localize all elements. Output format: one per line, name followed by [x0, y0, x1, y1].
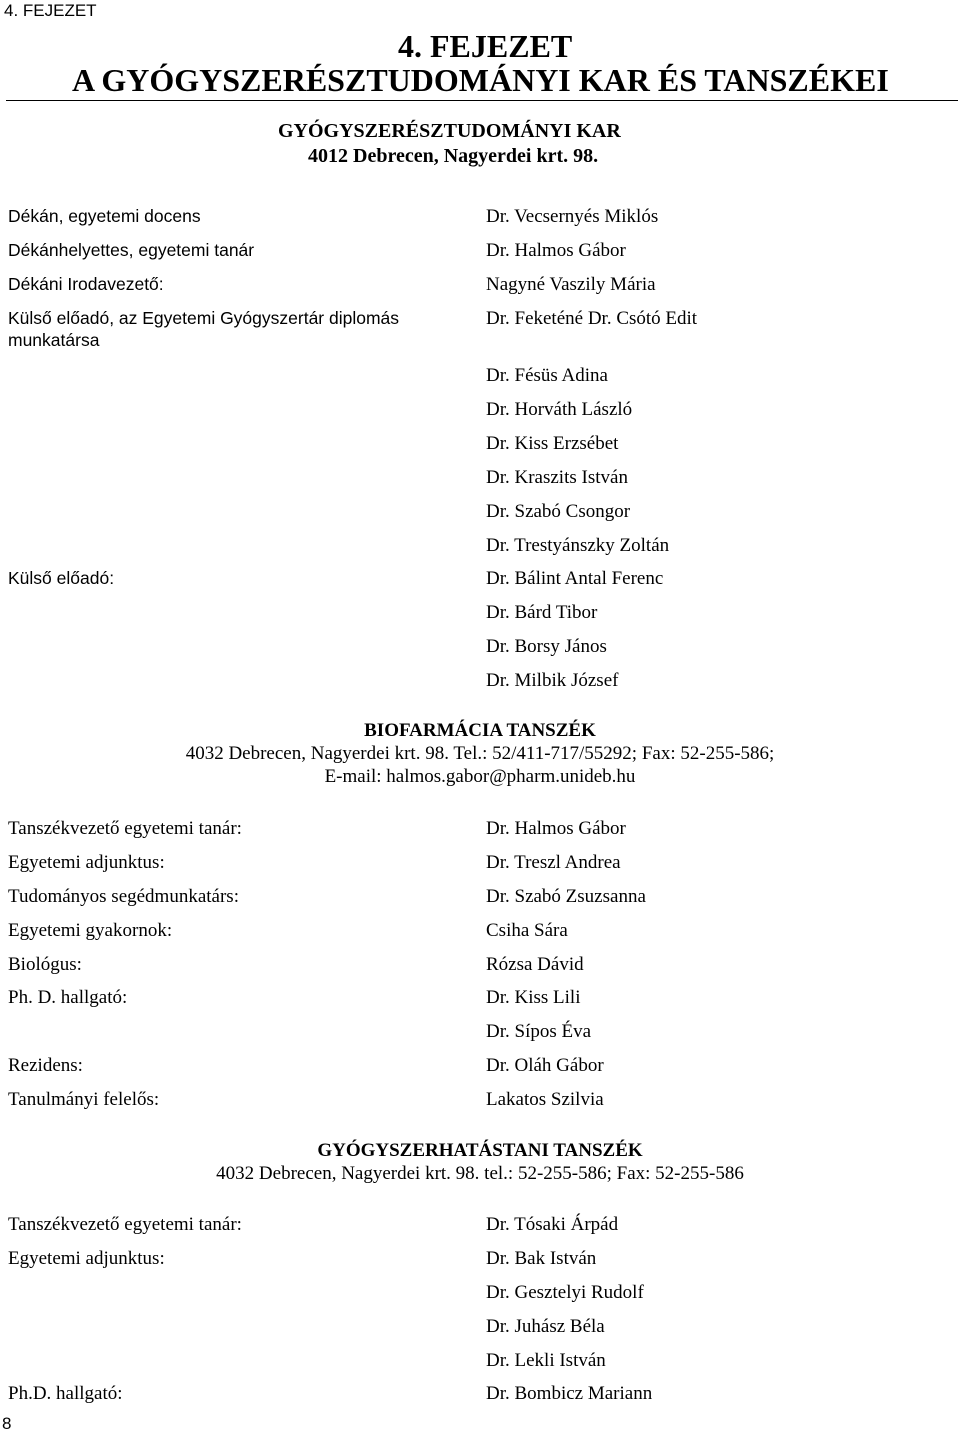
faculty-role: Dékánhelyettes, egyetemi tanár — [8, 240, 255, 260]
gyogyszerhatastan-name: GYÓGYSZERHATÁSTANI TANSZÉK — [317, 1140, 643, 1161]
gyogyszerhatastan-role: Egyetemi adjunktus: — [8, 1248, 165, 1269]
chapter-title: A GYÓGYSZERÉSZTUDOMÁNYI KAR ÉS TANSZÉKEI — [72, 62, 889, 98]
gyogyszerhatastan-person: Dr. Bombicz Mariann — [486, 1383, 653, 1404]
faculty-address: 4012 Debrecen, Nagyerdei krt. 98. — [308, 145, 599, 167]
page-number: 8 — [2, 1414, 12, 1433]
faculty-person: Dr. Kraszits István — [486, 467, 628, 488]
biofarmacia-name: BIOFARMÁCIA TANSZÉK — [364, 720, 596, 741]
running-header: 4. FEJEZET — [4, 1, 97, 20]
faculty-person: Dr. Bálint Antal Ferenc — [486, 568, 664, 589]
gyogyszerhatastan-role: Ph.D. hallgató: — [8, 1383, 123, 1404]
biofarmacia-role: Biológus: — [8, 954, 82, 975]
biofarmacia-role: Egyetemi gyakornok: — [8, 920, 173, 941]
faculty-name: GYÓGYSZERÉSZTUDOMÁNYI KAR — [278, 120, 621, 142]
biofarmacia-person: Lakatos Szilvia — [486, 1089, 604, 1110]
biofarmacia-role: Ph. D. hallgató: — [8, 987, 128, 1008]
biofarmacia-person: Dr. Halmos Gábor — [486, 818, 626, 839]
biofarmacia-person: Dr. Sípos Éva — [486, 1021, 592, 1042]
biofarmacia-person: Csiha Sára — [486, 920, 568, 941]
gyogyszerhatastan-person: Dr. Lekli István — [486, 1350, 606, 1371]
faculty-person: Dr. Fésüs Adina — [486, 365, 608, 386]
biofarmacia-role: Tanulmányi felelős: — [8, 1089, 160, 1110]
faculty-role: Dékán, egyetemi docens — [8, 206, 201, 226]
biofarmacia-person: Dr. Kiss Lili — [486, 987, 581, 1008]
faculty-person: Dr. Borsy János — [486, 636, 607, 657]
biofarmacia-role: Egyetemi adjunktus: — [8, 852, 165, 873]
faculty-person: Dr. Szabó Csongor — [486, 501, 631, 522]
gyogyszerhatastan-person: Dr. Bak István — [486, 1248, 597, 1269]
faculty-role: Dékáni Irodavezető: — [8, 274, 164, 294]
faculty-person: Nagyné Vaszily Mária — [486, 274, 656, 295]
faculty-person: Dr. Halmos Gábor — [486, 240, 626, 261]
biofarmacia-email: E-mail: halmos.gabor@pharm.unideb.hu — [324, 766, 636, 787]
biofarmacia-role: Tanszékvezető egyetemi tanár: — [8, 818, 242, 839]
biofarmacia-role: Rezidens: — [8, 1055, 83, 1076]
biofarmacia-person: Dr. Treszl Andrea — [486, 852, 621, 873]
faculty-person: Dr. Milbik József — [486, 670, 619, 691]
faculty-person: Dr. Feketéné Dr. Csótó Edit — [486, 308, 698, 329]
gyogyszerhatastan-person: Dr. Juhász Béla — [486, 1316, 605, 1337]
faculty-role: Külső előadó: — [8, 568, 115, 588]
biofarmacia-person: Rózsa Dávid — [486, 954, 584, 975]
faculty-role: munkatársa — [8, 330, 100, 350]
gyogyszerhatastan-person: Dr. Tósaki Árpád — [486, 1214, 619, 1235]
faculty-person: Dr. Trestyánszky Zoltán — [486, 535, 670, 556]
biofarmacia-person: Dr. Szabó Zsuzsanna — [486, 886, 646, 907]
chapter-number: 4. FEJEZET — [398, 28, 573, 64]
gyogyszerhatastan-role: Tanszékvezető egyetemi tanár: — [8, 1214, 242, 1235]
faculty-person: Dr. Kiss Erzsébet — [486, 433, 619, 454]
biofarmacia-role: Tudományos segédmunkatárs: — [8, 886, 239, 907]
faculty-person: Dr. Vecsernyés Miklós — [486, 206, 659, 227]
faculty-role: Külső előadó, az Egyetemi Gyógyszertár diplomás — [8, 308, 400, 328]
gyogyszerhatastan-person: Dr. Gesztelyi Rudolf — [486, 1282, 644, 1303]
faculty-person: Dr. Bárd Tibor — [486, 602, 598, 623]
faculty-person: Dr. Horváth László — [486, 399, 633, 420]
title-rule — [6, 100, 958, 101]
biofarmacia-address: 4032 Debrecen, Nagyerdei krt. 98. Tel.: 52/411-717/55292; Fax: 52-255-586; — [185, 743, 775, 764]
gyogyszerhatastan-address: 4032 Debrecen, Nagyerdei krt. 98. tel.: 52-255-586; Fax: 52-255-586 — [216, 1163, 744, 1184]
biofarmacia-person: Dr. Oláh Gábor — [486, 1055, 604, 1076]
